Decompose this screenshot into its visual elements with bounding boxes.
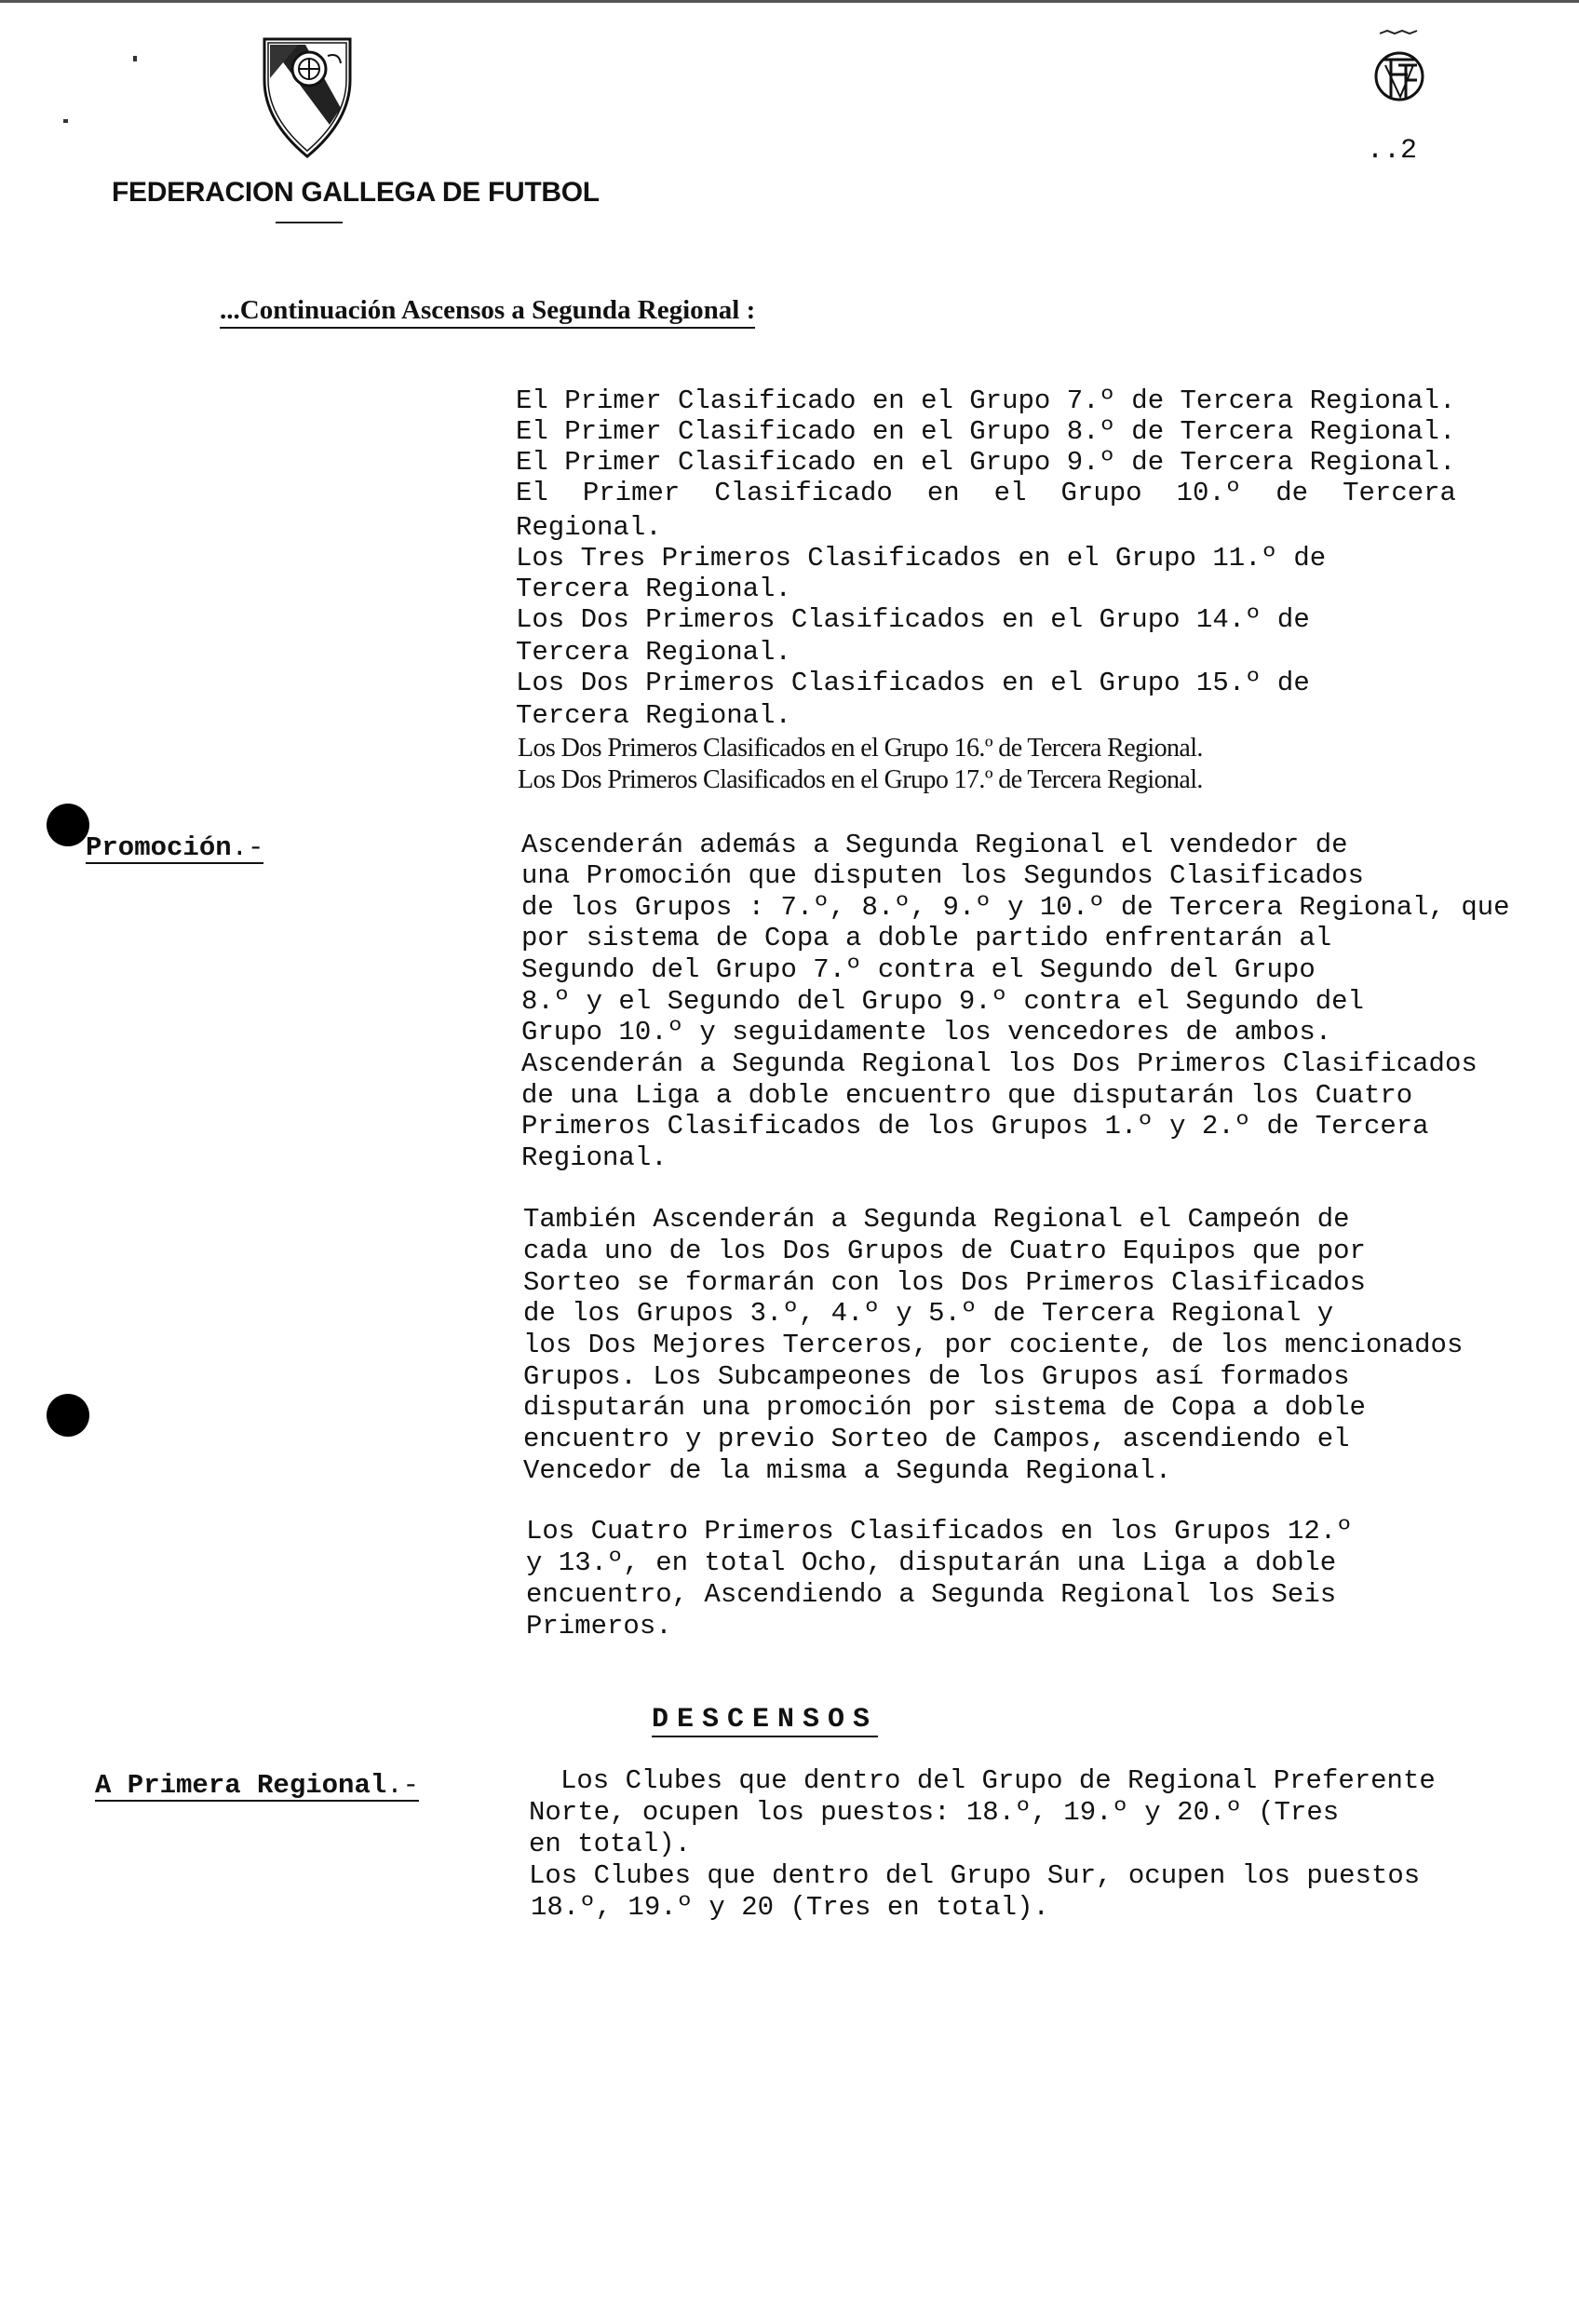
promocion-line: Regional. <box>521 1142 668 1173</box>
promocion-line: Ascenderán además a Segunda Regional el vendedor de <box>521 830 1348 860</box>
ascensos-line: Regional. <box>516 512 662 543</box>
promocion-line: Primeros. <box>526 1611 672 1642</box>
organization-name: FEDERACION GALLEGA DE FUTBOL <box>112 177 600 208</box>
promocion-line: Grupos. Los Subcampeones de los Grupos así formados <box>523 1361 1350 1392</box>
promocion-line: 8.º y el Segundo del Grupo 9.º contra el Segundo del <box>521 986 1364 1017</box>
promocion-line: Primeros Clasificados de los Grupos 1.º y 2.º de Tercera <box>521 1111 1429 1142</box>
scan-speck <box>63 119 68 123</box>
scan-speck <box>133 56 137 61</box>
descensos-title: DESCENSOS <box>652 1704 879 1736</box>
ascensos-line: Los Dos Primeros Clasificados en el Grupo 17.º de Tercera Regional. <box>518 765 1203 794</box>
promocion-label-text: Promoción <box>86 832 232 863</box>
word: el <box>993 478 1027 508</box>
page-number: ..2 <box>1367 135 1418 167</box>
descensos-line: Los Clubes que dentro del Grupo Sur, ocupen los puestos <box>529 1860 1421 1891</box>
ascensos-line: Los Tres Primeros Clasificados en el Grupo 11.º de <box>516 543 1327 574</box>
ascensos-line: Tercera Regional. <box>516 637 791 668</box>
promocion-line: y 13.º, en total Ocho, disputarán una Liga a doble <box>526 1547 1337 1578</box>
promocion-line: Segundo del Grupo 7.º contra el Segundo del Grupo <box>521 954 1316 985</box>
word: Grupo <box>1060 478 1142 508</box>
promocion-label: Promoción.- <box>86 832 264 863</box>
ascensos-line: El Primer Clasificado en el Grupo 9.º de Tercera Regional. <box>516 447 1456 478</box>
punch-hole-icon <box>47 1394 89 1437</box>
organization-underline <box>276 222 343 223</box>
promocion-line: de una Liga a doble encuentro que disputarán los Cuatro <box>521 1080 1413 1111</box>
primera-regional-label: A Primera Regional.- <box>95 1770 420 1801</box>
promocion-line: los Dos Mejores Terceros, por cociente, de los mencionados <box>523 1330 1464 1360</box>
promocion-line: de los Grupos : 7.º, 8.º, 9.º y 10.º de Tercera Regional, que <box>521 892 1510 923</box>
promocion-line: Sorteo se formarán con los Dos Primeros Clasificados <box>523 1267 1366 1298</box>
ascensos-line: Los Dos Primeros Clasificados en el Grupo 14.º de <box>516 604 1310 635</box>
word: de <box>1275 478 1309 508</box>
ascensos-line: Tercera Regional. <box>516 700 791 731</box>
promocion-line: encuentro y previo Sorteo de Campos, ascendiendo el <box>523 1424 1350 1454</box>
word: en <box>926 478 960 508</box>
word: Primer <box>582 478 681 508</box>
section-heading: ...Continuación Ascensos a Segunda Regional : <box>220 295 755 329</box>
ascensos-line: Los Dos Primeros Clasificados en el Grupo 15.º de <box>516 668 1310 698</box>
promocion-line: También Ascenderán a Segunda Regional el Campeón de <box>523 1204 1350 1235</box>
ff-monogram-icon <box>1367 28 1432 112</box>
ascensos-line: Tercera Regional. <box>516 574 791 604</box>
punch-hole-icon <box>47 804 89 846</box>
promocion-line: Vencedor de la misma a Segunda Regional. <box>523 1455 1172 1486</box>
top-border <box>0 0 1579 3</box>
promocion-line: encuentro, Ascendiendo a Segunda Regional los Seis <box>526 1579 1337 1610</box>
ascensos-line: El Primer Clasificado en el Grupo 8.º de Tercera Regional. <box>516 416 1456 447</box>
descensos-line: 18.º, 19.º y 20 (Tres en total). <box>531 1892 1049 1923</box>
federation-crest-icon <box>261 35 354 161</box>
promocion-line: Ascenderán a Segunda Regional los Dos Primeros Clasificados <box>521 1048 1478 1079</box>
ascensos-line: El Primer Clasificado en el Grupo 7.º de Tercera Regional. <box>516 385 1456 416</box>
descensos-line: Norte, ocupen los puestos: 18.º, 19.º y 20.º (Tres <box>529 1797 1340 1828</box>
promocion-line: Los Cuatro Primeros Clasificados en los Grupos 12.º <box>526 1516 1353 1547</box>
ascensos-line: Los Dos Primeros Clasificados en el Grupo 16.º de Tercera Regional. <box>518 734 1203 763</box>
word: El <box>516 478 548 508</box>
promocion-line: Grupo 10.º y seguidamente los vencedores de ambos. <box>521 1017 1332 1047</box>
promocion-line: de los Grupos 3.º, 4.º y 5.º de Tercera Regional y <box>523 1298 1334 1329</box>
promocion-line: disputarán una promoción por sistema de Copa a doble <box>523 1392 1366 1423</box>
ascensos-line <box>516 480 1456 507</box>
promocion-line: por sistema de Copa a doble partido enfrentarán al <box>521 923 1332 953</box>
promocion-line: una Promoción que disputen los Segundos Clasificados <box>521 860 1364 891</box>
descensos-line: en total). <box>529 1829 692 1859</box>
promocion-line: cada uno de los Dos Grupos de Cuatro Equipos que por <box>523 1236 1366 1266</box>
word: 10.º <box>1176 478 1242 508</box>
primera-regional-label-text: A Primera Regional <box>95 1770 387 1801</box>
descensos-line: Los Clubes que dentro del Grupo de Regional Preferente <box>560 1765 1436 1796</box>
word: Clasificado <box>714 478 893 508</box>
word: Tercera <box>1343 478 1456 508</box>
